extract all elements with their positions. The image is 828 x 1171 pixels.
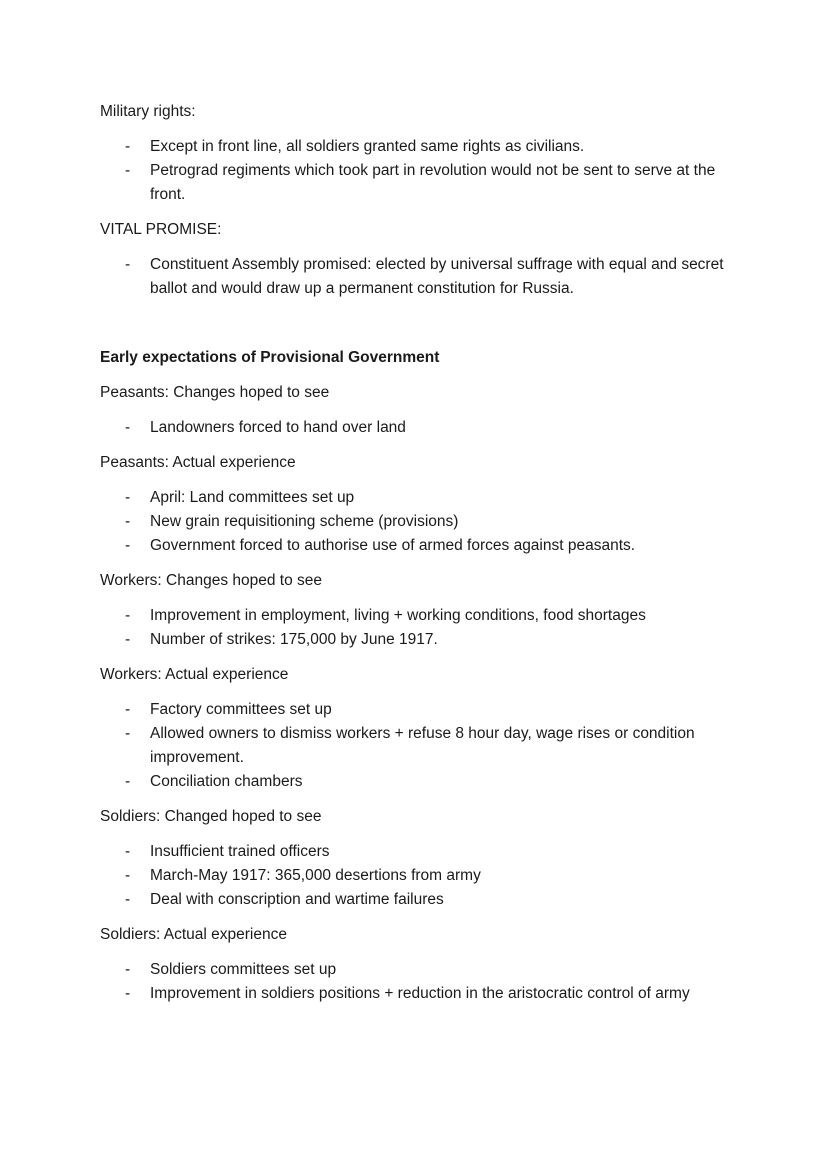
list-item: - Constituent Assembly promised: elected by universal suffrage with equal and secret ballot and would draw up a permanent constitution for Russia. [100, 253, 740, 301]
military-rights-heading: Military rights: [100, 103, 196, 120]
list-item: - Except in front line, all soldiers granted same rights as civilians. [100, 135, 740, 159]
dash-bullet: - [125, 843, 131, 860]
list-item: - Deal with conscription and wartime failures [100, 888, 740, 912]
list-item: - Improvement in employment, living + working conditions, food shortages [100, 604, 740, 628]
workers-hoped-list [100, 604, 740, 652]
soldiers-actual-heading: Soldiers: Actual experience [100, 926, 287, 943]
dash-bullet: - [125, 867, 131, 884]
soldiers-actual-list [100, 958, 740, 1006]
spacer [100, 312, 740, 346]
dash-bullet: - [125, 701, 131, 718]
list-item: - April: Land committees set up [100, 486, 740, 510]
soldiers-hoped-heading: Soldiers: Changed hoped to see [100, 808, 322, 825]
list-item: - Petrograd regiments which took part in revolution would not be sent to serve at the front. [100, 159, 740, 207]
dash-bullet: - [125, 489, 131, 506]
list-item: - Insufficient trained officers [100, 840, 740, 864]
peasants-hoped-list [100, 416, 740, 440]
peasants-actual-list [100, 486, 740, 558]
workers-actual-list [100, 698, 740, 794]
dash-bullet: - [125, 985, 131, 1002]
list-item: - Number of strikes: 175,000 by June 1917. [100, 628, 740, 652]
soldiers-hoped-list [100, 840, 740, 912]
list-item: - Conciliation chambers [100, 770, 740, 794]
list-item: - March-May 1917: 365,000 desertions from army [100, 864, 740, 888]
dash-bullet: - [125, 256, 131, 273]
peasants-hoped-heading: Peasants: Changes hoped to see [100, 384, 330, 401]
list-item: - Improvement in soldiers positions + reduction in the aristocratic control of army [100, 982, 740, 1006]
dash-bullet: - [125, 631, 131, 648]
vital-promise-list [100, 253, 740, 301]
dash-bullet: - [125, 513, 131, 530]
dash-bullet: - [125, 961, 131, 978]
dash-bullet: - [125, 725, 131, 742]
list-item: - Allowed owners to dismiss workers + refuse 8 hour day, wage rises or condition improvement. [100, 722, 740, 770]
document-page [100, 100, 740, 1017]
dash-bullet: - [125, 607, 131, 624]
dash-bullet: - [125, 537, 131, 554]
vital-promise-heading: VITAL PROMISE: [100, 221, 222, 238]
dash-bullet: - [125, 162, 131, 179]
military-rights-list [100, 135, 740, 207]
dash-bullet: - [125, 419, 131, 436]
dash-bullet: - [125, 773, 131, 790]
list-item: - Government forced to authorise use of armed forces against peasants. [100, 534, 740, 558]
list-item: - Soldiers committees set up [100, 958, 740, 982]
list-item: - Landowners forced to hand over land [100, 416, 740, 440]
list-item: - Factory committees set up [100, 698, 740, 722]
dash-bullet: - [125, 891, 131, 908]
dash-bullet: - [125, 138, 131, 155]
peasants-actual-heading: Peasants: Actual experience [100, 454, 296, 471]
workers-actual-heading: Workers: Actual experience [100, 666, 289, 683]
section-title: Early expectations of Provisional Government [100, 349, 440, 366]
list-item: - New grain requisitioning scheme (provisions) [100, 510, 740, 534]
workers-hoped-heading: Workers: Changes hoped to see [100, 572, 323, 589]
